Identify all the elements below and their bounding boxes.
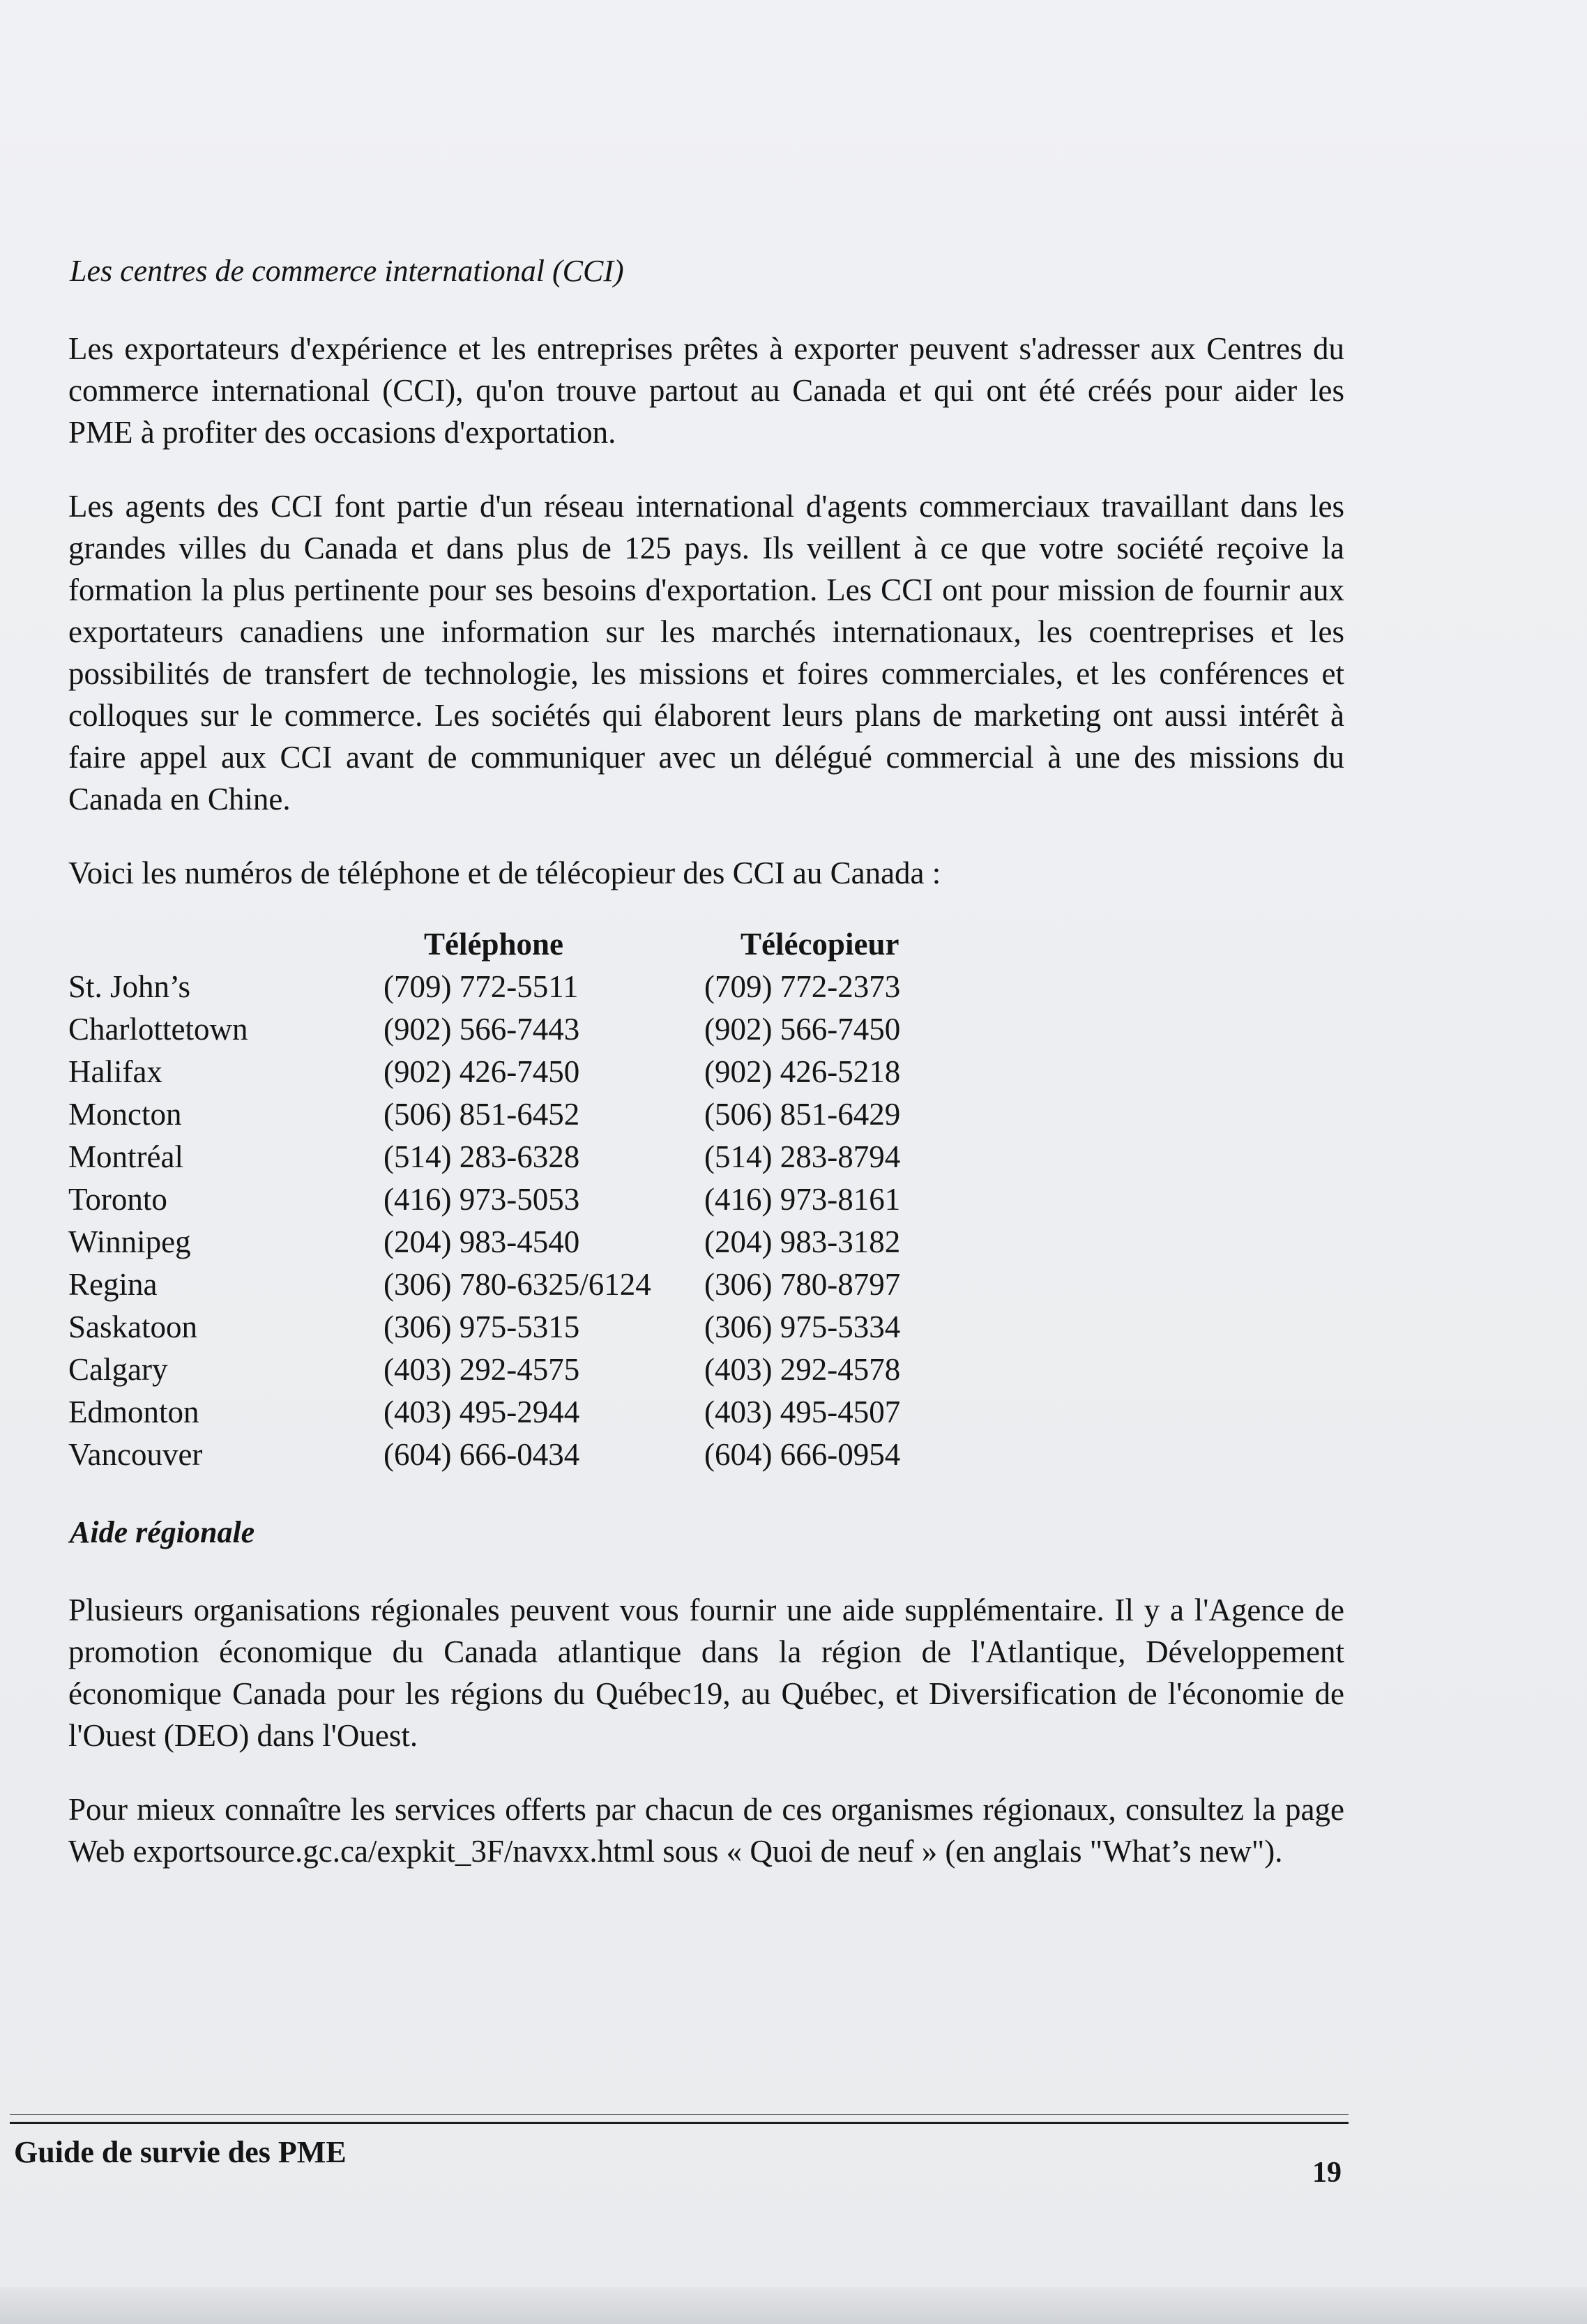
phone-number: (306) 780-6325/6124	[384, 1267, 651, 1302]
phone-number: (506) 851-6452	[384, 1097, 580, 1132]
city-name: St. John’s	[68, 969, 191, 1004]
table-header-row	[68, 923, 1045, 966]
fax-number: (403) 495-4507	[704, 1395, 901, 1429]
phone-number: (204) 983-4540	[384, 1224, 580, 1259]
city-name: Calgary	[68, 1352, 168, 1387]
city-name: Moncton	[68, 1097, 182, 1132]
table-intro: Voici les numéros de téléphone et de télécopieur des CCI au Canada :	[68, 856, 941, 890]
fax-number: (204) 983-3182	[704, 1224, 901, 1259]
page-number: 19	[1312, 2157, 1342, 2189]
section-title-cci: Les centres de commerce international (CCI)	[70, 254, 624, 288]
page-content	[68, 251, 1344, 1904]
fax-number: (902) 426-5218	[704, 1054, 901, 1089]
cci-paragraph-1: Les exportateurs d'expérience et les entreprises prêtes à exporter peuvent s'adresser aux Centres du commerce international (CCI), qu'on trouve partout au Canada et qui ont été créés pour aider les PME à profiter des occasions d'exportation.	[68, 331, 1344, 450]
table-row	[68, 1008, 1045, 1051]
phone-number: (604) 666-0434	[384, 1437, 580, 1472]
city-name: Montréal	[68, 1139, 183, 1174]
phone-number: (709) 772-5511	[384, 969, 579, 1004]
footer-divider	[10, 2122, 1349, 2124]
phone-number: (514) 283-6328	[384, 1139, 580, 1174]
phone-number: (403) 495-2944	[384, 1395, 580, 1429]
city-name: Regina	[68, 1267, 158, 1302]
city-name: Charlottetown	[68, 1012, 248, 1047]
table-row	[68, 1306, 1045, 1349]
city-name: Winnipeg	[68, 1224, 191, 1259]
table-row	[68, 1136, 1045, 1178]
table-row	[68, 1221, 1045, 1263]
city-name: Vancouver	[68, 1437, 203, 1472]
fax-number: (514) 283-8794	[704, 1139, 901, 1174]
table-row	[68, 1391, 1045, 1434]
phone-number: (902) 426-7450	[384, 1054, 580, 1089]
city-name: Toronto	[68, 1182, 167, 1217]
header-phone: Téléphone	[424, 927, 564, 962]
cci-paragraph-2: Les agents des CCI font partie d'un réseau international d'agents commerciaux travaillant dans les grandes villes du Canada et dans plus de 125 pays. Ils veillent à ce que votre société reçoive la formation la plus pertinente pour ses besoins d'exportation. Les CCI ont pour mission de fournir aux exportateurs canadiens une information sur les marchés internationaux, les coentreprises et les possibilités de transfert de technologie, les missions et foires commerciales, et les conférences et colloques sur le commerce. Les sociétés qui élaborent leurs plans de marketing ont aussi intérêt à faire appel aux CCI avant de communiquer avec un délégué commercial à une des missions du Canada en Chine.	[68, 489, 1344, 817]
footer-title: Guide de survie des PME	[14, 2135, 347, 2169]
fax-number: (709) 772-2373	[704, 969, 901, 1004]
phone-number: (902) 566-7443	[384, 1012, 580, 1047]
city-name: Saskatoon	[68, 1309, 197, 1344]
fax-number: (306) 780-8797	[704, 1267, 901, 1302]
table-row	[68, 1178, 1045, 1221]
table-row	[68, 1263, 1045, 1306]
page-bottom-edge	[0, 2287, 1587, 2324]
fax-number: (306) 975-5334	[704, 1309, 901, 1344]
phone-number: (403) 292-4575	[384, 1352, 580, 1387]
aide-paragraph-2: Pour mieux connaître les services offerts par chacun de ces organismes régionaux, consultez la page Web exportsource.gc.ca/expkit_3F/navxx.html sous « Quoi de neuf » (en anglais "What’s new").	[68, 1792, 1344, 1869]
header-fax: Télécopieur	[741, 927, 899, 962]
table-row	[68, 1349, 1045, 1391]
table-row	[68, 1051, 1045, 1093]
fax-number: (506) 851-6429	[704, 1097, 901, 1132]
cci-contact-table	[68, 923, 1045, 1476]
table-row	[68, 1434, 1045, 1476]
city-name: Halifax	[68, 1054, 162, 1089]
fax-number: (902) 566-7450	[704, 1012, 901, 1047]
aide-paragraph-1: Plusieurs organisations régionales peuvent vous fournir une aide supplémentaire. Il y a l'Agence de promotion économique du Canada atlantique dans la région de l'Atlantique, Développement économique Canada pour les régions du Québec19, au Québec, et Diversification de l'économie de l'Ouest (DEO) dans l'Ouest.	[68, 1593, 1344, 1753]
fax-number: (403) 292-4578	[704, 1352, 901, 1387]
table-row	[68, 1093, 1045, 1136]
phone-number: (416) 973-5053	[384, 1182, 580, 1217]
fax-number: (416) 973-8161	[704, 1182, 901, 1217]
footer-divider-thin	[10, 2114, 1349, 2115]
city-name: Edmonton	[68, 1395, 199, 1429]
section-title-aide-regionale: Aide régionale	[70, 1515, 255, 1549]
phone-number: (306) 975-5315	[384, 1309, 580, 1344]
fax-number: (604) 666-0954	[704, 1437, 901, 1472]
table-row	[68, 966, 1045, 1008]
